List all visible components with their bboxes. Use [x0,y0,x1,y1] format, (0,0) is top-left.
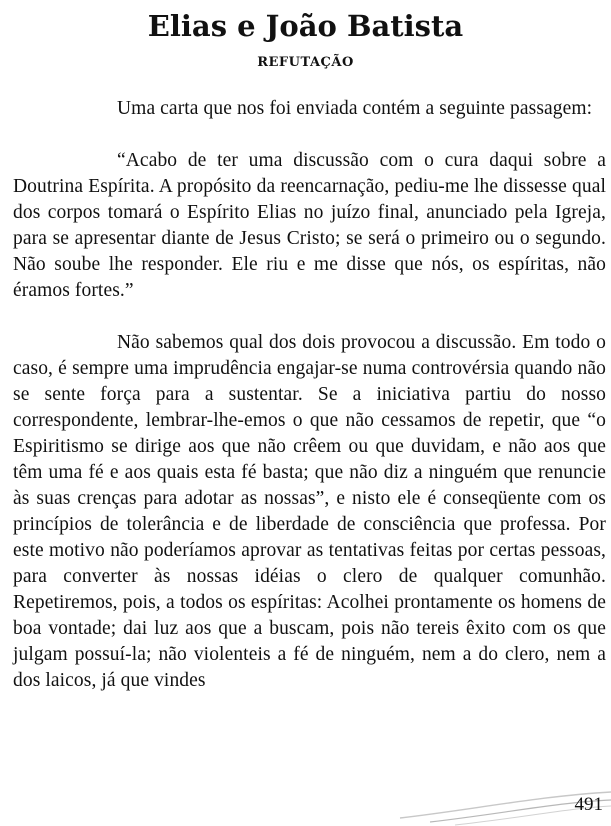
body-text [13,96,606,694]
page-title: Elias e João Batista [147,9,464,43]
paragraph-intro: Uma carta que nos foi enviada contém a seguinte passagem: [117,98,593,119]
footer-swoosh-decoration [0,770,611,826]
paragraph-response: Não sabemos qual dos dois provocou a discussão. Em todo o caso, é sempre uma imprudência engajar-se numa controvérsia quando não se sente força para a sustentar. Se a iniciativa partiu do nosso correspondente, lembrar-lhe-emos o que não cessamos de repetir, que “o Espiritismo se dirige aos que não crêem ou que duvidam, e não aos que têm uma fé e aos quais esta fé basta; que não diz a ninguém que renuncie às suas crenças para adotar as nossas”, e nisto ele é conseqüente com os princípios de tolerância e de liberdade de consciência que professa. Por este motivo não poderíamos aprovar as tentativas feitas por certas pessoas, para converter às nossas idéias o clero de qualquer comunhão. Repetiremos, pois, a todos os espíritas: Acolhei prontamente os homens de boa vontade; dai luz aos que a buscam, pois não tereis êxito com os que julgam possuí-la; não violenteis a fé de ninguém, nem a do clero, nem a dos laicos, já que vindes [13,332,606,691]
section-subtitle: REFUTAÇÃO [257,55,354,70]
paragraph-quote: “Acabo de ter uma discussão com o cura daqui sobre a Doutrina Espírita. A propósito da reencarnação, pediu-me lhe dissesse qual dos corpos tomará o Espírito Elias no juízo final, anunciado pela Igreja, para se apresentar diante de Jesus Cristo; se será o primeiro ou o segundo. Não soube lhe responder. Ele riu e me disse que nós, os espíritas, não éramos fortes.” [13,150,606,301]
page-number: 491 [574,794,603,815]
